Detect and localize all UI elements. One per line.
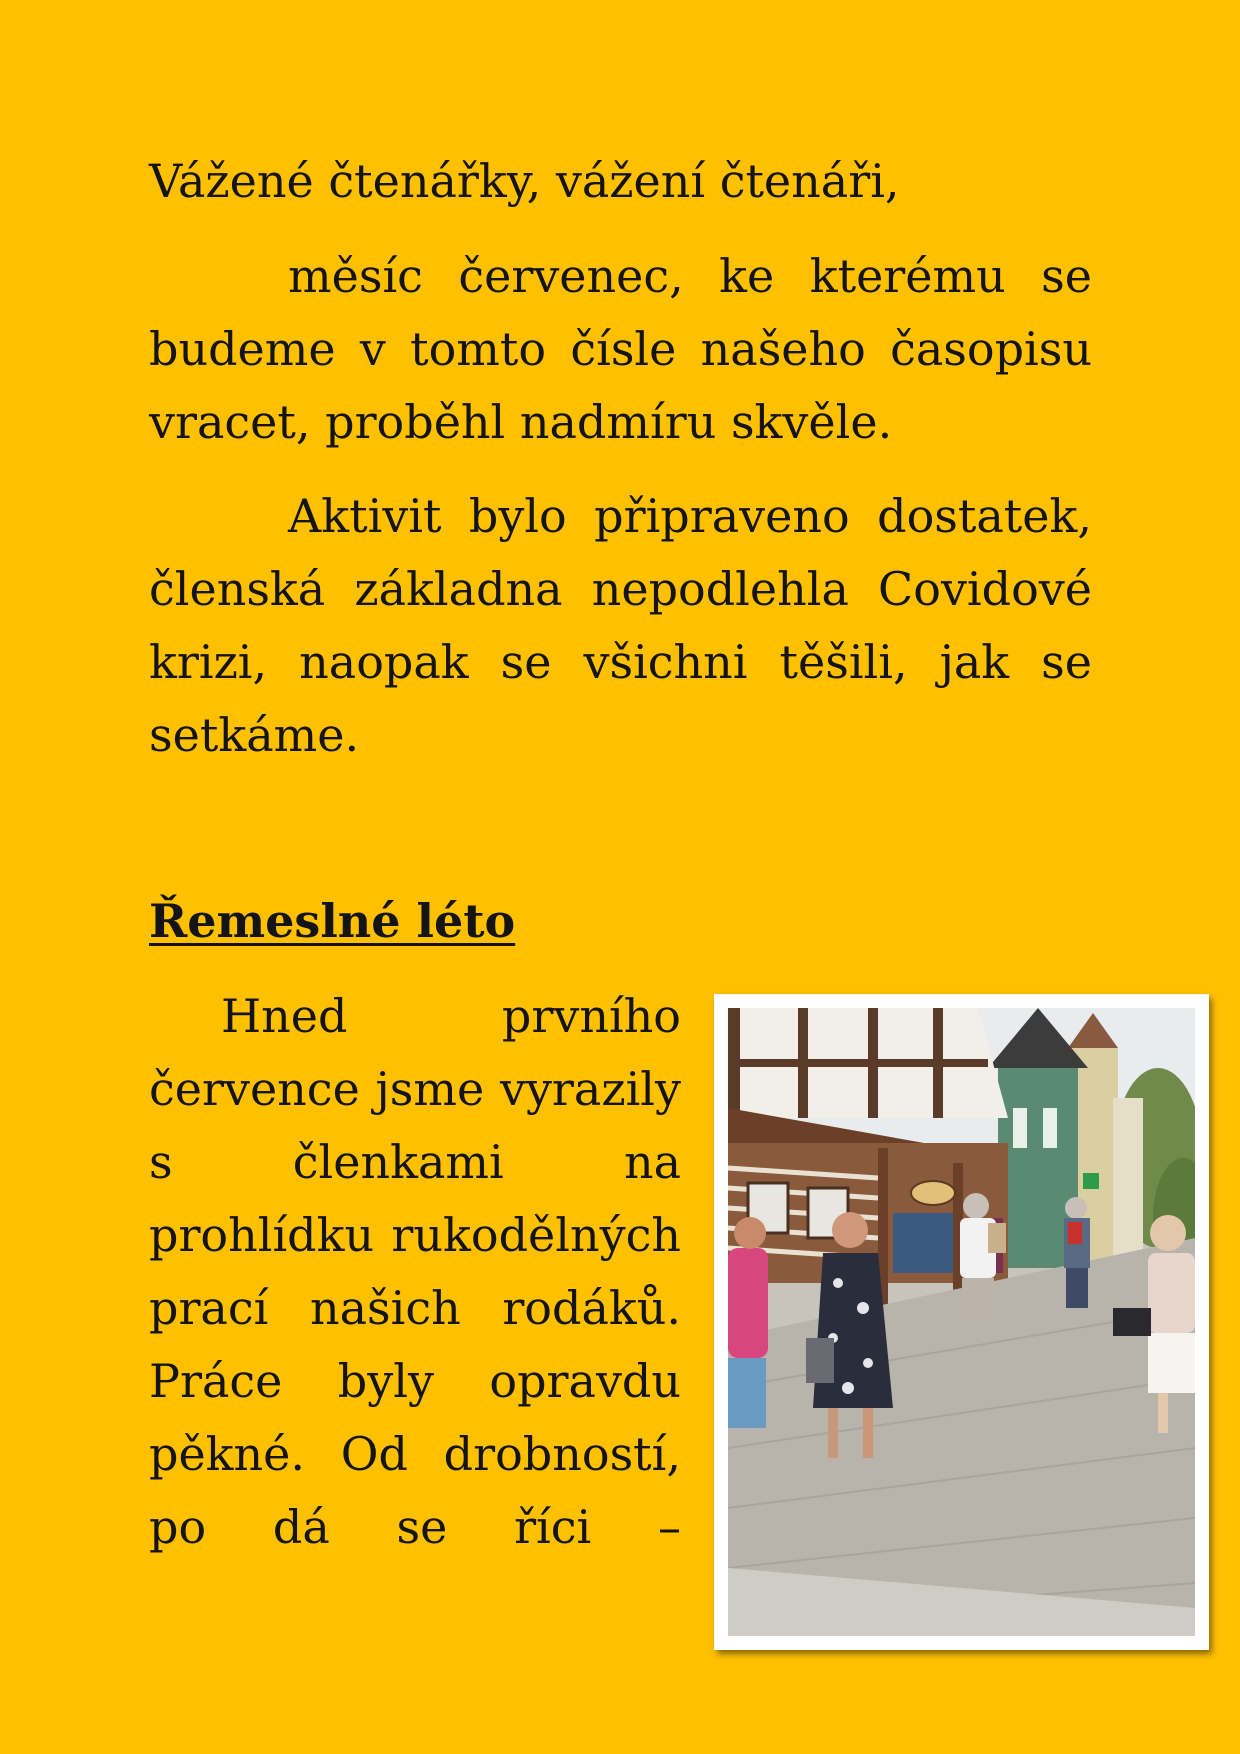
column-line: prací našich rodáků. (149, 1281, 681, 1335)
greeting: Vážené čtenářky, vážení čtenáři, (149, 154, 900, 208)
column-line: s členkami na (149, 1135, 681, 1189)
intro-paragraph-2-text: Aktivit bylo připraveno dostatek, členská základna nepodlehla Covidové krizi, naopak se všichni těšili, jak se setkáme. (149, 489, 1092, 762)
column-line: července jsme vyrazily (149, 1062, 681, 1116)
column-line: prohlídku rukodělných (149, 1208, 681, 1262)
column-line: pěkné. Od drobností, (149, 1427, 681, 1481)
intro-paragraph-1 (149, 240, 1092, 459)
column-line: Hned prvního (221, 989, 681, 1043)
street-photo (728, 1008, 1195, 1636)
column-line: po dá se říci – (149, 1500, 681, 1554)
intro-paragraph-2 (149, 480, 1092, 772)
section-heading: Řemeslné léto (149, 894, 516, 948)
section-column-text (149, 980, 681, 1564)
photo-frame (714, 994, 1209, 1650)
street-photo-illustration (728, 1008, 1195, 1636)
column-line: Práce byly opravdu (149, 1354, 681, 1408)
intro-paragraph-1-text: měsíc červenec, ke kterému se budeme v tomto čísle našeho časopisu vracet, proběhl nadmíru skvěle. (149, 249, 1092, 449)
